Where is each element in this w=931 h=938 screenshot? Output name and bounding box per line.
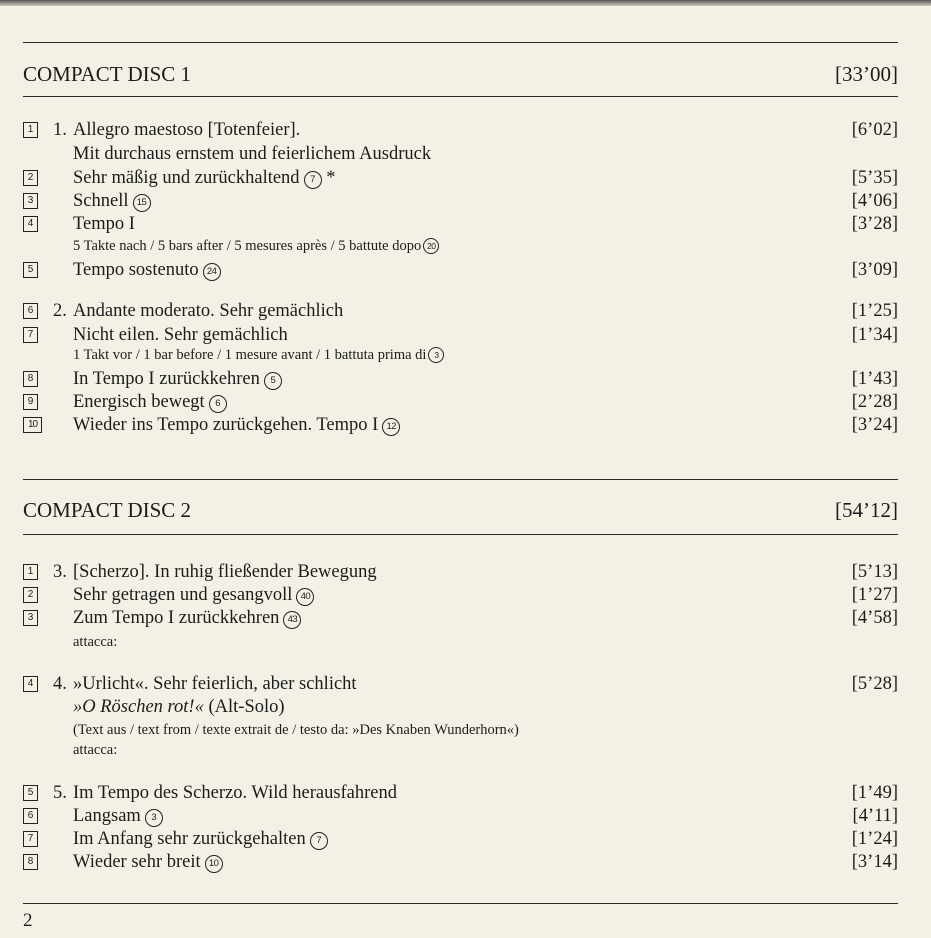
track-note-text: 1 Takt vor / 1 bar before / 1 mesure avant / 1 battuta prima di xyxy=(73,347,427,363)
divider xyxy=(23,479,898,480)
track-row xyxy=(23,369,898,391)
track-title-wrap xyxy=(73,369,282,390)
track-title: Andante moderato. Sehr gemächlich xyxy=(73,301,344,321)
track-title-wrap xyxy=(73,608,301,629)
voice-part: (Alt-Solo) xyxy=(208,697,285,717)
track-title-wrap xyxy=(73,260,221,281)
track-title: Sehr mäßig und zurückhaltend xyxy=(73,168,300,188)
song-title: »O Röschen rot!« xyxy=(73,697,204,717)
track-duration: [1’25] xyxy=(851,301,898,321)
track-number: 6 xyxy=(23,808,38,824)
track-title: Im Tempo des Scherzo. Wild herausfahrend xyxy=(73,783,398,803)
track-title-wrap xyxy=(73,392,227,413)
track-title-wrap xyxy=(73,415,400,436)
track-row xyxy=(23,392,898,414)
track-title: Langsam xyxy=(73,806,141,826)
track-row xyxy=(23,301,898,323)
track-number: 9 xyxy=(23,394,38,410)
top-edge-band xyxy=(0,0,931,6)
track-title: Im Anfang sehr zurückgehalten xyxy=(73,829,306,849)
track-row xyxy=(23,806,898,828)
track-duration: [1’27] xyxy=(851,585,898,605)
track-number: 6 xyxy=(23,303,38,319)
track-duration: [3’09] xyxy=(851,260,898,280)
track-subtitle xyxy=(73,697,285,718)
track-number: 3 xyxy=(23,610,38,626)
track-title: Zum Tempo I zurückkehren xyxy=(73,608,280,628)
disc2-header xyxy=(23,498,898,522)
footnote-asterisk: * xyxy=(326,168,336,188)
track-title-wrap xyxy=(73,806,163,827)
rehearsal-mark: 5 xyxy=(264,372,282,390)
rehearsal-mark: 15 xyxy=(133,194,151,212)
track-note: (Text aus / text from / texte extrait de / testo da: »Des Knaben Wunderhorn«) xyxy=(73,722,519,738)
track-duration: [5’13] xyxy=(851,562,898,582)
track-title: Sehr getragen und gesangvoll xyxy=(73,585,293,605)
track-duration: [3’28] xyxy=(851,214,898,234)
rehearsal-mark: 40 xyxy=(296,588,314,606)
track-subtitle: Mit durchaus ernstem und feierlichem Ausdruck xyxy=(73,144,432,164)
track-row xyxy=(23,191,898,213)
track-duration: [2’28] xyxy=(851,392,898,412)
track-row xyxy=(23,829,898,851)
disc1-title: COMPACT DISC 1 xyxy=(23,62,192,86)
disc1-total: [33’00] xyxy=(835,62,898,86)
rehearsal-mark: 7 xyxy=(310,832,328,850)
track-row xyxy=(23,260,898,282)
track-title: »Urlicht«. Sehr feierlich, aber schlicht xyxy=(73,674,357,694)
disc1-header xyxy=(23,62,898,86)
track-number: 4 xyxy=(23,216,38,232)
rehearsal-mark: 43 xyxy=(283,611,301,629)
track-row xyxy=(23,674,898,696)
divider xyxy=(23,903,898,904)
movement-number: 2. xyxy=(53,301,67,321)
rehearsal-mark: 3 xyxy=(428,347,444,363)
track-number: 5 xyxy=(23,785,38,801)
track-number: 8 xyxy=(23,371,38,387)
rehearsal-mark: 20 xyxy=(423,238,439,254)
track-duration: [3’24] xyxy=(851,415,898,435)
track-title: Energisch bewegt xyxy=(73,392,205,412)
track-duration: [1’34] xyxy=(851,325,898,345)
track-row xyxy=(23,585,898,607)
track-row xyxy=(23,415,898,437)
rehearsal-mark: 3 xyxy=(145,809,163,827)
divider xyxy=(23,42,898,43)
track-row xyxy=(23,608,898,630)
movement-number: 5. xyxy=(53,783,67,803)
track-title-wrap xyxy=(73,829,328,850)
track-title: Wieder ins Tempo zurückgehen. Tempo I xyxy=(73,415,379,435)
divider xyxy=(23,96,898,97)
track-number: 2 xyxy=(23,587,38,603)
track-note xyxy=(73,347,444,364)
track-number: 7 xyxy=(23,327,38,343)
page-number: 2 xyxy=(23,910,33,931)
disc2-title: COMPACT DISC 2 xyxy=(23,498,192,522)
track-note: attacca: xyxy=(73,742,118,758)
track-duration: [4’58] xyxy=(851,608,898,628)
track-title: Wieder sehr breit xyxy=(73,852,201,872)
track-note-text: 5 Takte nach / 5 bars after / 5 mesures après / 5 battute dopo xyxy=(73,238,422,254)
track-row xyxy=(23,783,898,805)
track-title: [Scherzo]. In ruhig fließender Bewegung xyxy=(73,562,377,582)
track-title: Nicht eilen. Sehr gemächlich xyxy=(73,325,288,345)
track-row xyxy=(23,852,898,874)
track-number: 5 xyxy=(23,262,38,278)
divider xyxy=(23,534,898,535)
track-title: Schnell xyxy=(73,191,129,211)
track-title: Allegro maestoso [Totenfeier]. xyxy=(73,120,301,140)
track-note xyxy=(73,238,439,255)
track-number: 10 xyxy=(23,417,42,433)
track-duration: [1’49] xyxy=(851,783,898,803)
rehearsal-mark: 10 xyxy=(205,855,223,873)
track-duration: [4’11] xyxy=(852,806,898,826)
track-row xyxy=(23,120,898,142)
rehearsal-mark: 24 xyxy=(203,263,221,281)
track-duration: [5’28] xyxy=(851,674,898,694)
track-title-wrap xyxy=(73,852,223,873)
movement-number: 1. xyxy=(53,120,67,140)
rehearsal-mark: 12 xyxy=(382,418,400,436)
movement-number: 4. xyxy=(53,674,67,694)
track-row xyxy=(23,168,898,190)
track-duration: [4’06] xyxy=(851,191,898,211)
track-duration: [1’43] xyxy=(851,369,898,389)
track-duration: [1’24] xyxy=(851,829,898,849)
track-row xyxy=(23,562,898,584)
track-note: attacca: xyxy=(73,634,118,650)
track-title-wrap xyxy=(73,585,314,606)
track-duration: [5’35] xyxy=(851,168,898,188)
track-title: Tempo I xyxy=(73,214,135,234)
track-number: 4 xyxy=(23,676,38,692)
track-duration: [3’14] xyxy=(851,852,898,872)
track-number: 1 xyxy=(23,122,38,138)
rehearsal-mark: 6 xyxy=(209,395,227,413)
track-number: 3 xyxy=(23,193,38,209)
track-number: 7 xyxy=(23,831,38,847)
movement-number: 3. xyxy=(53,562,67,582)
track-number: 8 xyxy=(23,854,38,870)
rehearsal-mark: 7 xyxy=(304,171,322,189)
disc2-total: [54’12] xyxy=(835,498,898,522)
track-title: In Tempo I zurückkehren xyxy=(73,369,260,389)
track-title-wrap xyxy=(73,191,151,212)
track-duration: [6’02] xyxy=(851,120,898,140)
track-title-wrap xyxy=(73,168,335,189)
track-title: Tempo sostenuto xyxy=(73,260,199,280)
track-row xyxy=(23,325,898,347)
track-number: 2 xyxy=(23,170,38,186)
track-number: 1 xyxy=(23,564,38,580)
track-row xyxy=(23,214,898,236)
